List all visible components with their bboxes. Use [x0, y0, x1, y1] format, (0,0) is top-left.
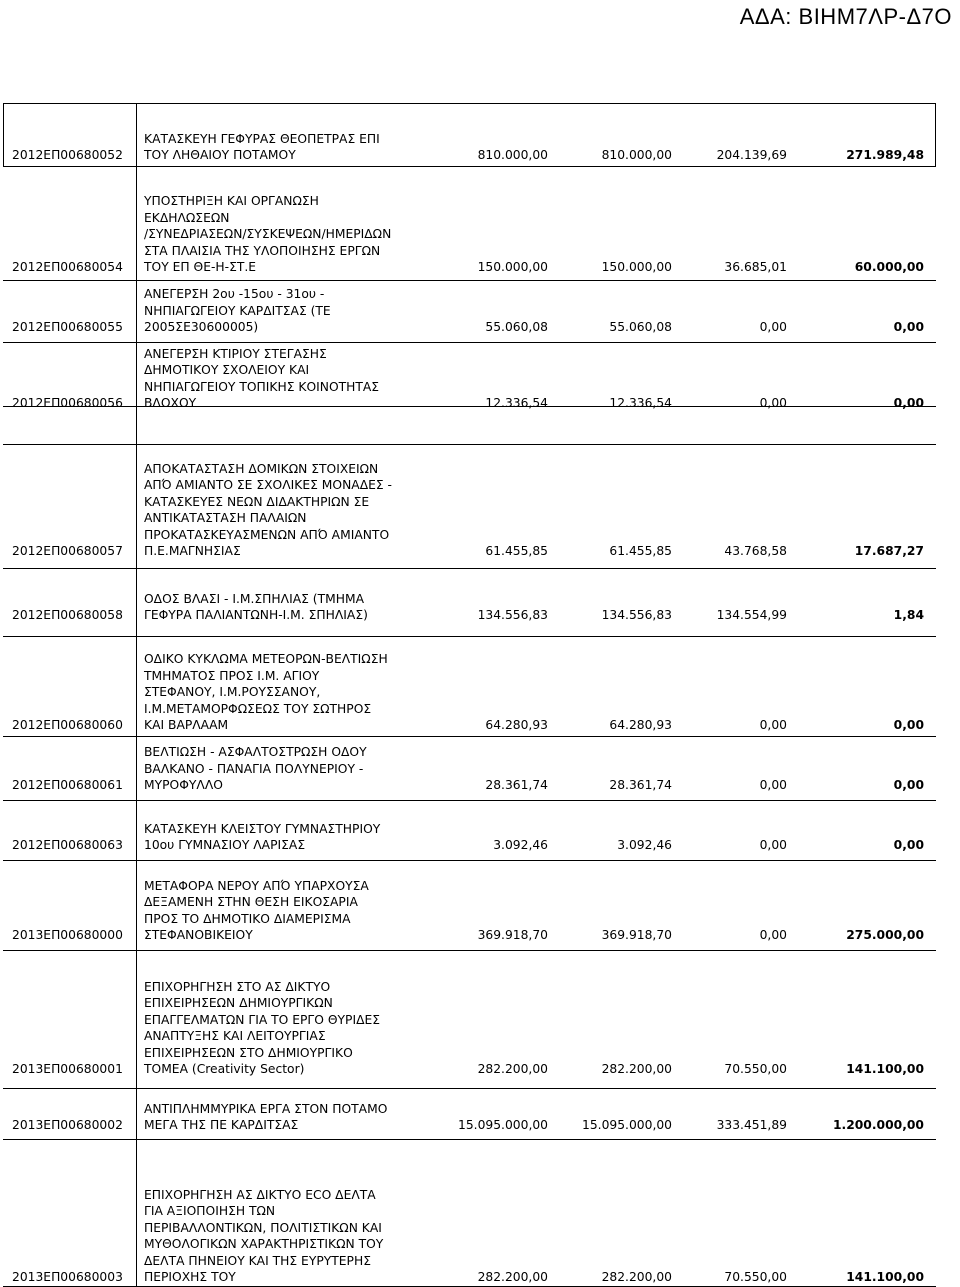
amount-v1: 12.336,54	[485, 396, 548, 410]
amount-v4: 0,00	[893, 396, 924, 410]
project-description: ΑΝΤΙΠΛΗΜΜΥΡΙΚΑ ΕΡΓΑ ΣΤΟΝ ΠΟΤΑΜΟ ΜΕΓΑ ΤΗΣ ΠΕ ΚΑΡΔΙΤΣΑΣ	[144, 1101, 388, 1132]
amount-v3: 70.550,00	[724, 1062, 787, 1076]
project-code: 2013ΕΠ00680000	[12, 928, 123, 942]
amount-v1: 134.556,83	[477, 608, 548, 622]
amount-v1: 369.918,70	[477, 928, 548, 942]
amount-v3: 36.685,01	[724, 260, 787, 274]
amount-v3: 0,00	[759, 778, 787, 792]
amount-v1: 64.280,93	[485, 718, 548, 732]
amount-v4: 0,00	[893, 320, 924, 334]
row-separator	[3, 103, 936, 104]
amount-v1: 150.000,00	[477, 260, 548, 274]
amount-v3: 0,00	[759, 718, 787, 732]
amount-v4: 141.100,00	[846, 1270, 924, 1284]
amount-v2: 3.092,46	[617, 838, 672, 852]
project-description: ΟΔΙΚΟ ΚΥΚΛΩΜΑ ΜΕΤΕΟΡΩΝ-ΒΕΛΤΙΩΣΗ ΤΜΗΜΑΤΟΣ ΠΡΟΣ Ι.Μ. ΑΓΙΟΥ ΣΤΕΦΑΝΟΥ, Ι.Μ.ΡΟΥΣΣΑΝΟΥ, Ι.Μ.ΜΕΤΑΜΟΡΦΩΣΕΩΣ ΤΟΥ ΣΩΤΗΡΟΣ ΚΑΙ ΒΑΡΛΑΑΜ	[144, 652, 388, 732]
amount-v2: 134.556,83	[601, 608, 672, 622]
amount-v3: 0,00	[759, 928, 787, 942]
amount-v1: 61.455,85	[485, 544, 548, 558]
amount-v2: 64.280,93	[609, 718, 672, 732]
project-description: ΕΠΙΧΟΡΗΓΗΣΗ ΑΣ ΔΙΚΤΥΟ ECO ΔΕΛΤΑ ΓΙΑ ΑΞΙΟΠΟΙΗΣΗ ΤΩΝ ΠΕΡΙΒΑΛΛΟΝΤΙΚΩΝ, ΠΟΛΙΤΙΣΤΙΚΩΝ ΚΑΙ ΜΥΘΟΛΟΓΙΚΩΝ ΧΑΡΑΚΤΗΡΙΣΤΙΚΩΝ ΤΟΥ ΔΕΛΤΑ ΠΗΝΕΙΟΥ ΚΑΙ ΤΗΣ ΕΥΡΥΤΕΡΗΣ ΠΕΡΙΟΧΗΣ ΤΟΥ	[144, 1187, 384, 1284]
amount-v1: 282.200,00	[477, 1270, 548, 1284]
project-description: ΚΑΤΑΣΚΕΥΗ ΚΛΕΙΣΤΟΥ ΓΥΜΝΑΣΤΗΡΙΟΥ 10ου ΓΥΜΝΑΣΙΟΥ ΛΑΡΙΣΑΣ	[144, 821, 381, 852]
project-description: ΚΑΤΑΣΚΕΥΗ ΓΕΦΥΡΑΣ ΘΕΟΠΕΤΡΑΣ ΕΠΙ ΤΟΥ ΛΗΘΑΙΟΥ ΠΟΤΑΜΟΥ	[144, 131, 380, 162]
amount-v4: 271.989,48	[846, 148, 924, 162]
amount-v4: 17.687,27	[854, 544, 924, 558]
amount-v4: 141.100,00	[846, 1062, 924, 1076]
project-description: ΑΝΕΓΕΡΣΗ 2ου -15ου - 31ου - ΝΗΠΙΑΓΩΓΕΙΟΥ ΚΑΡΔΙΤΣΑΣ (ΤΕ 2005ΣΕ30600005)	[144, 287, 331, 334]
row-separator	[3, 860, 936, 861]
amount-v3: 0,00	[759, 396, 787, 410]
row-separator	[3, 166, 936, 167]
project-description: ΥΠΟΣΤΗΡΙΞΗ ΚΑΙ ΟΡΓΑΝΩΣΗ ΕΚΔΗΛΩΣΕΩΝ /ΣΥΝΕΔΡΙΑΣΕΩΝ/ΣΥΣΚΕΨΕΩΝ/ΗΜΕΡΙΔΩΝ ΣΤΑ ΠΛΑΙΣΙΑ ΤΗΣ ΥΛΟΠΟΙΗΣΗΣ ΕΡΓΩΝ ΤΟΥ ΕΠ ΘΕ-Η-ΣΤ.Ε	[144, 194, 392, 274]
amount-v2: 55.060,08	[609, 320, 672, 334]
project-description: ΕΠΙΧΟΡΗΓΗΣΗ ΣΤΟ ΑΣ ΔΙΚΤΥΟ ΕΠΙΧΕΙΡΗΣΕΩΝ ΔΗΜΙΟΥΡΓΙΚΩΝ ΕΠΑΓΓΕΛΜΑΤΩΝ ΓΙΑ ΤΟ ΕΡΓΟ ΘΥΡΙΔΕΣ ΑΝΑΠΤΥΞΗΣ ΚΑΙ ΛΕΙΤΟΥΡΓΙΑΣ ΕΠΙΧΕΙΡΗΣΕΩΝ ΣΤΟ ΔΗΜΙΟΥΡΓΙΚΟ ΤΟΜΕΑ (Creativity Sector)	[144, 979, 381, 1076]
project-code: 2012ΕΠ00680056	[12, 396, 123, 410]
amount-v2: 12.336,54	[609, 396, 672, 410]
project-description: ΑΝΕΓΕΡΣΗ ΚΤΙΡΙΟΥ ΣΤΕΓΑΣΗΣ ΔΗΜΟΤΙΚΟΥ ΣΧΟΛΕΙΟΥ ΚΑΙ ΝΗΠΙΑΓΩΓΕΙΟΥ ΤΟΠΙΚΗΣ ΚΟΙΝΟΤΗΤΑΣ ΒΛΟΧΟΥ	[144, 346, 380, 410]
amount-v2: 28.361,74	[609, 778, 672, 792]
project-code: 2012ΕΠ00680057	[12, 544, 123, 558]
amount-v1: 15.095.000,00	[458, 1118, 548, 1132]
row-separator	[3, 444, 936, 445]
amount-v4: 0,00	[893, 718, 924, 732]
row-separator	[3, 406, 936, 407]
amount-v4: 0,00	[893, 838, 924, 852]
amount-v2: 150.000,00	[601, 260, 672, 274]
column-separator	[136, 103, 137, 1286]
project-description: ΟΔΟΣ ΒΛΑΣΙ - Ι.Μ.ΣΠΗΛΙΑΣ (ΤΜΗΜΑ ΓΕΦΥΡΑ ΠΑΛΙΑΝΤΩΝΗ-Ι.Μ. ΣΠΗΛΙΑΣ)	[144, 591, 368, 622]
amount-v3: 333.451,89	[716, 1118, 787, 1132]
project-description: ΑΠΟΚΑΤΑΣΤΑΣΗ ΔΟΜΙΚΩΝ ΣΤΟΙΧΕΙΩΝ ΑΠΌ ΑΜΙΑΝΤΟ ΣΕ ΣΧΟΛΙΚΕΣ ΜΟΝΑΔΕΣ - ΚΑΤΑΣΚΕΥΕΣ ΝΕΩΝ ΔΙΔΑΚΤΗΡΙΩΝ ΣΕ ΑΝΤΙΚΑΤΑΣΤΑΣΗ ΠΑΛΑΙΩΝ ΠΡΟΚΑΤΑΣΚΕΥΑΣΜΕΝΩΝ ΑΠΌ ΑΜΙΑΝΤΟ Π.Ε.ΜΑΓΝΗΣΙΑΣ	[144, 461, 392, 558]
amount-v1: 3.092,46	[493, 838, 548, 852]
amount-v2: 810.000,00	[601, 148, 672, 162]
amount-v4: 60.000,00	[854, 260, 924, 274]
amount-v4: 1,84	[893, 608, 924, 622]
amount-v1: 810.000,00	[477, 148, 548, 162]
row-separator	[3, 636, 936, 637]
amount-v3: 134.554,99	[716, 608, 787, 622]
amount-v3: 43.768,58	[724, 544, 787, 558]
project-code: 2013ΕΠ00680001	[12, 1062, 123, 1076]
amount-v1: 28.361,74	[485, 778, 548, 792]
amount-v2: 15.095.000,00	[582, 1118, 672, 1132]
amount-v3: 0,00	[759, 838, 787, 852]
project-code: 2012ΕΠ00680054	[12, 260, 123, 274]
amount-v4: 0,00	[893, 778, 924, 792]
column-separator	[3, 103, 4, 166]
amount-v1: 282.200,00	[477, 1062, 548, 1076]
project-code: 2013ΕΠ00680003	[12, 1270, 123, 1284]
amount-v1: 55.060,08	[485, 320, 548, 334]
project-code: 2012ΕΠ00680052	[12, 148, 123, 162]
amount-v2: 369.918,70	[601, 928, 672, 942]
amount-v2: 282.200,00	[601, 1270, 672, 1284]
amount-v2: 282.200,00	[601, 1062, 672, 1076]
project-code: 2013ΕΠ00680002	[12, 1118, 123, 1132]
amount-v3: 70.550,00	[724, 1270, 787, 1284]
project-description: ΜΕΤΑΦΟΡΑ ΝΕΡΟΥ ΑΠΌ ΥΠΑΡΧΟΥΣΑ ΔΕΞΑΜΕΝΗ ΣΤΗΝ ΘΕΣΗ ΕΙΚΟΣΑΡΙΑ ΠΡΟΣ ΤΟ ΔΗΜΟΤΙΚΟ ΔΙΑΜΕΡΙΣΜΑ ΣΤΕΦΑΝΟΒΙΚΕΙΟΥ	[144, 878, 369, 942]
amount-v3: 204.139,69	[716, 148, 787, 162]
project-code: 2012ΕΠ00680058	[12, 608, 123, 622]
project-code: 2012ΕΠ00680061	[12, 778, 123, 792]
project-code: 2012ΕΠ00680060	[12, 718, 123, 732]
row-separator	[3, 1088, 936, 1089]
amount-v4: 1.200.000,00	[832, 1118, 924, 1132]
row-separator	[3, 736, 936, 737]
row-separator	[3, 950, 936, 951]
amount-v2: 61.455,85	[609, 544, 672, 558]
column-separator	[935, 103, 936, 166]
row-separator	[3, 280, 936, 281]
ada-header: ΑΔΑ: ΒΙΗΜ7ΛΡ-Δ7Ο	[739, 4, 952, 29]
project-code: 2012ΕΠ00680063	[12, 838, 123, 852]
row-separator	[3, 568, 936, 569]
row-separator	[3, 1139, 936, 1140]
row-separator	[3, 800, 936, 801]
project-description: ΒΕΛΤΙΩΣΗ - ΑΣΦΑΛΤΟΣΤΡΩΣΗ ΟΔΟΥ ΒΑΛΚΑΝΟ - ΠΑΝΑΓΙΑ ΠΟΛΥΝΕΡΙΟΥ - ΜΥΡΟΦΥΛΛΟ	[144, 745, 367, 792]
amount-v4: 275.000,00	[846, 928, 924, 942]
row-separator	[3, 342, 936, 343]
project-code: 2012ΕΠ00680055	[12, 320, 123, 334]
amount-v3: 0,00	[759, 320, 787, 334]
